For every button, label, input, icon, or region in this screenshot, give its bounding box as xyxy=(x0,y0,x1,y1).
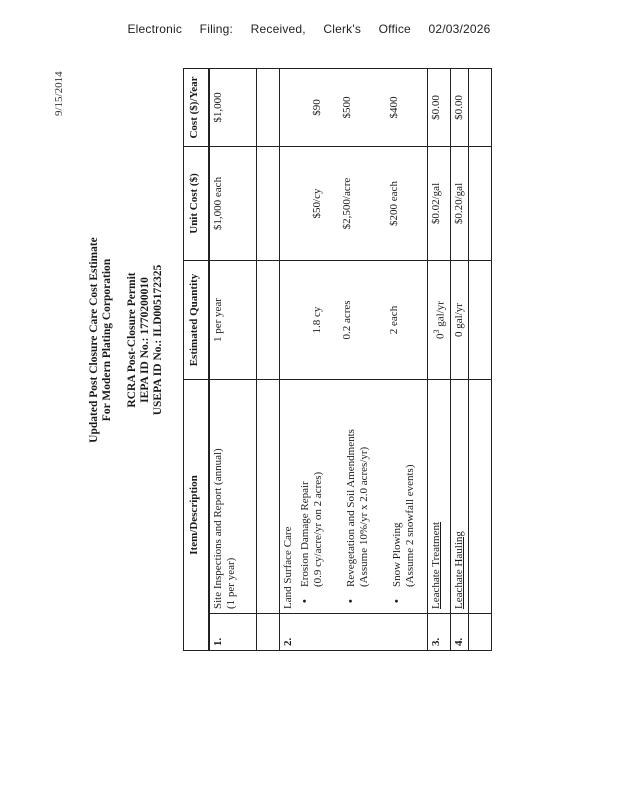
row-cost: $1,000 xyxy=(209,69,257,147)
sub-item-quantity: 1.8 cy xyxy=(311,306,323,334)
row-description xyxy=(450,380,468,614)
sub-item-unit-cost: $50/cy xyxy=(311,188,323,219)
sub-item xyxy=(391,384,417,609)
title-line: Updated Post Closure Care Cost Estimate xyxy=(88,237,100,443)
row-unit-cost xyxy=(280,147,428,261)
header-item: Item/Description xyxy=(184,380,210,651)
sub-item-cost: $400 xyxy=(388,96,400,119)
row-cost: $0.00 xyxy=(450,69,468,147)
header-unit-cost: Unit Cost ($) xyxy=(184,147,210,261)
filing-header-word: Office xyxy=(378,22,411,36)
quantity-base: 0 xyxy=(434,333,447,339)
quantity-suffix: gal/yr xyxy=(434,301,447,330)
row-quantity: 0 gal/yr xyxy=(450,261,468,380)
row-description-text: Leachate Treatment xyxy=(430,521,442,609)
row-description xyxy=(428,380,451,614)
sub-item-cost: $500 xyxy=(341,96,353,119)
row-cost: $0.00 xyxy=(428,69,451,147)
row-quantity xyxy=(428,261,451,380)
sub-item-quantity: 2 each xyxy=(388,305,400,335)
date-stamp: 9/15/2014 xyxy=(53,71,65,116)
sub-item-cost: $90 xyxy=(311,99,323,116)
document-title xyxy=(88,80,165,600)
title-line: USEPA ID No.: ILD005172325 xyxy=(152,264,164,416)
row-number: 1. xyxy=(209,614,257,651)
title-line: IEPA ID No.: 1770200010 xyxy=(139,277,151,403)
filing-header-word: Clerk's xyxy=(323,22,362,36)
table-row xyxy=(428,69,451,651)
sub-item-unit-cost: $2,500/acre xyxy=(341,177,353,230)
cost-estimate-table xyxy=(183,68,492,651)
title-line: RCRA Post-Closure Permit xyxy=(126,272,138,408)
bullet-icon: • xyxy=(391,599,403,603)
row-description-text: Leachate Hauling xyxy=(452,531,465,609)
bullet-icon: • xyxy=(345,599,357,603)
row-number: 4. xyxy=(450,614,468,651)
table-row xyxy=(450,69,468,651)
header-quantity: Estimated Quantity xyxy=(184,261,210,380)
title-line: For Modern Plating Corporation xyxy=(101,258,113,422)
sub-item-line: (Assume 10%/yr x 2.0 acres/yr) xyxy=(358,446,370,587)
row-number: 2. xyxy=(280,614,428,651)
sub-item-line: Revegetation and Soil Amendments xyxy=(345,429,357,587)
row-unit-cost: $1,000 each xyxy=(209,147,257,261)
table-row xyxy=(209,69,257,651)
row-number: 3. xyxy=(428,614,451,651)
sub-item xyxy=(299,384,325,609)
row-quantity xyxy=(280,261,428,380)
filing-header-word: Filing: xyxy=(199,22,234,36)
row-unit-cost: $0.02/gal xyxy=(428,147,451,261)
sub-item xyxy=(345,384,371,609)
table-row xyxy=(280,69,428,651)
rotated-document-page xyxy=(50,10,550,730)
sub-item-line: Erosion Damage Repair xyxy=(299,481,311,587)
row-description xyxy=(209,380,257,614)
table-header-row xyxy=(184,69,210,651)
sub-item-line: (Assume 2 snowfall events) xyxy=(404,464,416,587)
filing-header-word: Received, xyxy=(250,22,306,36)
header-cost-per-year: Cost ($)/Year xyxy=(184,69,210,147)
row-cost xyxy=(280,69,428,147)
row-description xyxy=(280,380,428,614)
table-spacer-row xyxy=(257,69,280,651)
table-spacer-row xyxy=(468,69,491,651)
bullet-icon: • xyxy=(299,599,311,603)
sub-item-line: (0.9 cy/acre/yr on 2 acres) xyxy=(312,471,324,587)
row-description-line: (1 per year) xyxy=(225,557,237,609)
sub-item-unit-cost: $200 each xyxy=(388,181,400,226)
row-description-title: Land Surface Care xyxy=(282,526,294,609)
sub-item-line: Snow Plowing xyxy=(391,522,403,587)
row-description-line: Site Inspections and Report (annual) xyxy=(212,448,224,609)
filing-header-date: 02/03/2026 xyxy=(428,22,491,36)
row-quantity: 1 per year xyxy=(209,261,257,380)
sub-item-quantity: 0.2 acres xyxy=(341,300,353,340)
quantity-superscript: 3 xyxy=(432,329,441,334)
filing-header-word: Electronic xyxy=(127,22,183,36)
row-unit-cost: $0.20/gal xyxy=(450,147,468,261)
